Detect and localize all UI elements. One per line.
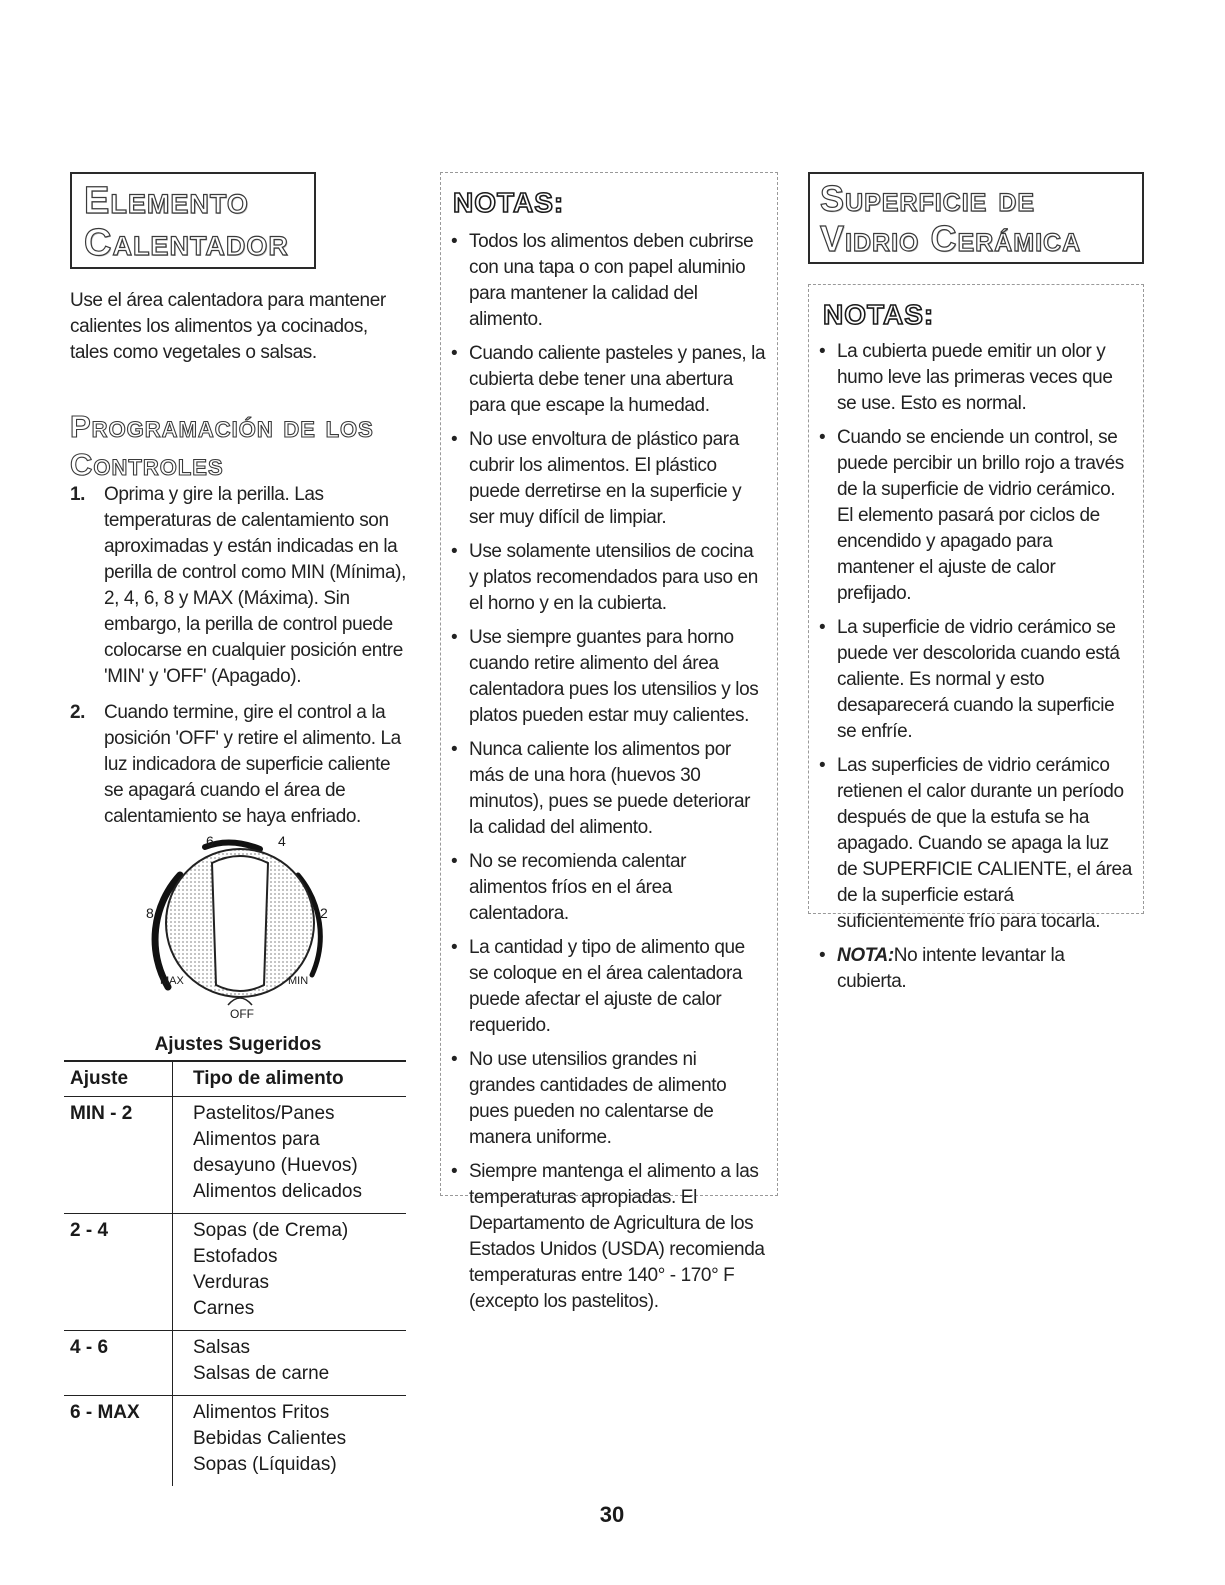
knob-label-off: OFF	[230, 1007, 254, 1021]
step-text: Oprima y gire la perilla. Las temperaturas de calentamiento son aproximadas y están indicadas en la perilla de control como MIN (Mínima), 2, 4, 6, 8 y MAX (Máxima). Sin embargo, la perilla de control puede colocarse en cualquier posición entre 'MIN' y 'OFF' (Apagado).	[104, 484, 406, 687]
bullet-icon: •	[451, 627, 458, 648]
knob-label-4: 4	[278, 833, 286, 849]
bullet-icon: •	[451, 343, 458, 364]
list-item	[449, 935, 767, 1039]
list-item	[449, 849, 767, 927]
note-text: La cubierta puede emitir un olor y humo leve las primeras veces que se use. Esto es normal.	[837, 341, 1113, 414]
note-text: No use envoltura de plástico para cubrir los alimentos. El plástico puede derretirse en la superficie y ser muy difícil de limpiar.	[469, 429, 742, 528]
table-cell-ajuste: 4 - 6	[70, 1337, 109, 1358]
table-cell-tipo	[173, 1097, 407, 1214]
bullet-icon: •	[451, 851, 458, 872]
knob-icon	[130, 825, 350, 1030]
note-text: La cantidad y tipo de alimento que se coloque en el área calentadora puede afectar el ajuste de calor requerido.	[469, 937, 745, 1036]
note-text: Cuando caliente pasteles y panes, la cubierta debe tener una abertura para que escape la humedad.	[469, 343, 766, 416]
table-item: Alimentos Fritos	[193, 1402, 330, 1423]
notes-title-middle: NOTAS:	[453, 187, 565, 218]
note-text: Las superficies de vidrio cerámico retienen el calor durante un período después de que la estufa se ha apagado. Cuando se apaga la luz de SUPERFICIE CALIENTE, el área de la superficie estará suficientemente frío para tocarla.	[837, 755, 1132, 932]
list-item	[449, 229, 767, 333]
table-item: Alimentos para desayuno (Huevos)	[193, 1129, 358, 1176]
control-knob-illustration	[130, 825, 350, 1030]
page-number: 30	[599, 1502, 625, 1527]
table-cell-ajuste: 2 - 4	[70, 1220, 109, 1241]
table-row	[64, 1396, 406, 1487]
nota-label: NOTA:	[837, 945, 894, 966]
list-item	[449, 427, 767, 531]
ajustes-table	[64, 1060, 406, 1486]
list-item	[449, 539, 767, 617]
note-text: No intente levantar la cubierta.	[837, 945, 1065, 992]
note-text: No use utensilios grandes ni grandes cantidades de alimento pues pueden no calentarse de manera uniforme.	[469, 1049, 727, 1148]
section-title-superficie-line2: Vidrio Cerámica	[820, 218, 1082, 259]
bullet-icon: •	[451, 1049, 458, 1070]
knob-label-8: 8	[146, 905, 154, 921]
step-number: 2.	[70, 702, 86, 723]
section-title-programacion-line1: Programación de los	[70, 409, 374, 444]
table-item: Sopas (Líquidas)	[193, 1454, 337, 1475]
step-number: 1.	[70, 484, 86, 505]
bullet-icon: •	[819, 755, 826, 776]
table-cell-ajuste: MIN - 2	[70, 1103, 133, 1124]
section-title-box-elemento	[70, 172, 316, 269]
bullet-icon: •	[451, 429, 458, 450]
note-text: Cuando se enciende un control, se puede percibir un brillo rojo a través de la superficie de vidrio cerámico. El elemento pasará por ciclos de encendido y apagado para mantener el ajuste de calor prefijado.	[837, 427, 1124, 604]
bullet-icon: •	[819, 341, 826, 362]
list-item	[449, 625, 767, 729]
bullet-icon: •	[451, 1161, 458, 1182]
section-title-programacion-line2: Controles	[70, 447, 224, 482]
knob-label-2: 2	[320, 905, 328, 921]
table-row	[64, 1214, 406, 1331]
notes-box-right	[808, 284, 1144, 992]
list-item	[817, 615, 1133, 745]
table-header-ajuste: Ajuste	[70, 1068, 129, 1089]
list-item	[817, 339, 1133, 417]
notes-list-middle	[449, 229, 767, 1323]
table-header-row	[64, 1061, 406, 1097]
bullet-icon: •	[451, 231, 458, 252]
table-item: Alimentos delicados	[193, 1181, 362, 1202]
note-text: Siempre mantenga el alimento a las temperaturas apropiadas. El Departamento de Agricultura de los Estados Unidos (USDA) recomienda temperaturas entre 140° - 170° F (excepto los pastelitos).	[469, 1161, 765, 1312]
notes-title-right: NOTAS:	[823, 299, 935, 330]
note-text: La superficie de vidrio cerámico se puede ver descolorida cuando está caliente. Es normal y esto desaparecerá cuando la superficie se enfríe.	[837, 617, 1120, 742]
bullet-icon: •	[819, 427, 826, 448]
note-text: Todos los alimentos deben cubrirse con una tapa o con papel aluminio para mantener la calidad del alimento.	[469, 231, 754, 330]
section-title-elemento-line1: Elemento	[84, 180, 249, 222]
table-cell-tipo	[173, 1331, 407, 1396]
list-item	[817, 753, 1133, 935]
notes-box-middle	[440, 172, 778, 1312]
steps-list	[70, 482, 406, 840]
table-cell-ajuste: 6 - MAX	[70, 1402, 140, 1423]
list-item	[449, 341, 767, 419]
note-text: Use solamente utensilios de cocina y platos recomendados para uso en el horno y en la cubierta.	[469, 541, 758, 614]
table-item: Sopas (de Crema)	[193, 1220, 349, 1241]
list-item	[817, 425, 1133, 607]
table-cell-tipo	[173, 1396, 407, 1487]
list-item	[449, 1159, 767, 1315]
bullet-icon: •	[451, 937, 458, 958]
notes-list-right	[817, 339, 1133, 1003]
list-item	[449, 1047, 767, 1151]
bullet-icon: •	[819, 945, 826, 966]
section-title-superficie-line1: Superficie de	[820, 178, 1036, 219]
knob-label-6: 6	[206, 833, 214, 849]
table-cell-tipo	[173, 1214, 407, 1331]
note-text: No se recomienda calentar alimentos fríos en el área calentadora.	[469, 851, 687, 924]
knob-label-min: MIN	[288, 975, 309, 987]
note-text: Nunca caliente los alimentos por más de una hora (huevos 30 minutos), pues se puede deteriorar la calidad del alimento.	[469, 739, 751, 838]
step-text: Cuando termine, gire el control a la posición 'OFF' y retire el alimento. La luz indicadora de superficie caliente se apagará cuando el área de calentamiento se haya enfriado.	[104, 702, 401, 827]
step-item	[70, 700, 406, 830]
table-row	[64, 1331, 406, 1396]
knob-label-max: MAX	[160, 975, 184, 987]
section-title-elemento-line2: Calentador	[84, 222, 289, 264]
note-text: Use siempre guantes para horno cuando retire alimento del área calentadora pues los utensilios y los platos pueden estar muy calientes.	[469, 627, 759, 726]
table-item: Carnes	[193, 1298, 255, 1319]
bullet-icon: •	[451, 739, 458, 760]
table-item: Bebidas Calientes	[193, 1428, 347, 1449]
bullet-icon: •	[819, 617, 826, 638]
bullet-icon: •	[451, 541, 458, 562]
table-row	[64, 1097, 406, 1214]
ajustes-table-wrapper	[64, 1060, 406, 1486]
table-item: Estofados	[193, 1246, 278, 1267]
list-item	[449, 737, 767, 841]
section-title-box-superficie	[808, 172, 1144, 264]
table-header-tipo: Tipo de alimento	[173, 1061, 407, 1097]
table-item: Salsas de carne	[193, 1363, 330, 1384]
ajustes-table-title: Ajustes Sugeridos	[154, 1034, 322, 1055]
step-item	[70, 482, 406, 690]
table-item: Verduras	[193, 1272, 270, 1293]
list-item	[817, 943, 1133, 995]
table-item: Pastelitos/Panes	[193, 1103, 335, 1124]
elemento-body-text: Use el área calentadora para mantener calientes los alimentos ya cocinados, tales como vegetales o salsas.	[70, 290, 386, 363]
table-item: Salsas	[193, 1337, 251, 1358]
